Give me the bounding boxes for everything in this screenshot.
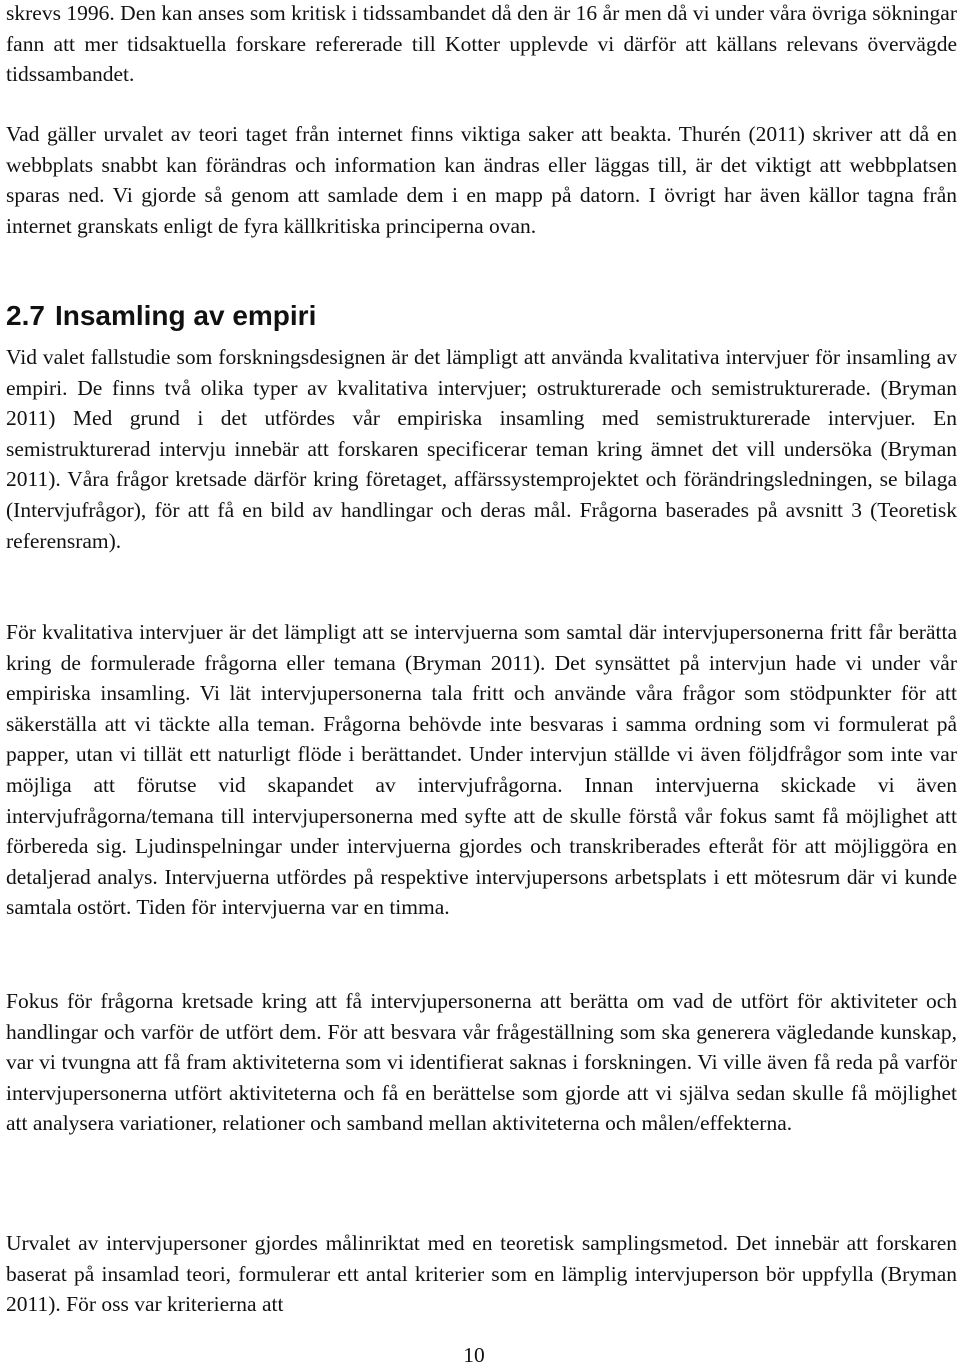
paragraph-semistructured-interviews: Vid valet fallstudie som forskningsdesignen är det lämpligt att använda kvalitativa intervjuer för insamling av empiri. De finns två olika typer av kvalitativa intervjuer; ostrukturerade och semistrukturerade. (Bryman 2011) Med grund i det utfördes vår empiriska insamling med semistrukturerade intervjuer. En semistrukturerad intervju innebär att forskaren specificerar teman kring ämnet det vill undersöka (Bryman 2011). Våra frågor kretsade därför kring företaget, affärssystemprojektet och förändringsledningen, se bilaga (Intervjufrågor), för att få en bild av handlingar och deras mål. Frågorna baserades på avsnitt 3 (Teoretisk referensram). <box>6 345 957 553</box>
paragraph-interviewee-selection: Urvalet av intervjupersoner gjordes målinriktat med en teoretisk samplingsmetod. Det innebär att forskaren baserat på insamlad teori, formulerar ett antal kriterier som en lämplig intervjuperson bör uppfylla (Bryman 2011). För oss var kriterierna att <box>6 1231 957 1317</box>
section-title: Insamling av empiri <box>54 300 317 331</box>
section-number: 2.7 <box>6 300 45 331</box>
paragraph-qualitative-interviews: För kvalitativa intervjuer är det lämpligt att se intervjuerna som samtal där intervjupersonerna fritt får berätta kring de formulerade frågorna eller temana (Bryman 2011). Det synsättet på intervjun hade vi under vår empiriska insamling. Vi lät intervjupersonerna tala fritt och använde våra frågor som stödpunkter för att säkerställa att vi täckte alla teman. Frågorna behövde inte besvaras i samma ordning som vi formulerat på papper, utan vi tillät ett naturligt flöde i berättandet. Under intervjun ställde vi även följdfrågor som inte var möjliga att förutse vid skapandet av intervjufrågorna. Innan intervjuerna skickade vi även intervjufrågorna/temana till intervjupersonerna med syfte att de skulle förstå vår fokus samt få möjlighet att förbereda sig. Ljudinspelningar under intervjuerna gjordes och transkriberades efteråt för att möjliggöra en detaljerad analys. Intervjuerna utfördes på respektive intervjupersons arbetsplats i ett mötesrum där vi kunde samtala ostört. Tiden för intervjuerna var en timma. <box>6 620 957 920</box>
paragraph-question-focus: Fokus för frågorna kretsade kring att få intervjupersonerna att berätta om vad de utfört för aktiviteter och handlingar och varför de utfört dem. För att besvara vår frågeställning som ska generera vägledande kunskap, var vi tvungna att få fram aktiviteterna som vi identifierat saknas i forskningen. Vi ville även få reda på varför intervjupersonerna utfört aktiviteterna och få en berättelse som gjorde att vi själva sedan skulle få möjlighet att analysera variationer, relationer och samband mellan aktiviteterna och målen/effekterna. <box>6 989 957 1136</box>
paragraph-internet-theory-selection: Vad gäller urvalet av teori taget från internet finns viktiga saker att beakta. Thurén (2011) skriver att då en webbplats snabbt kan förändras och information kan ändras eller läggas till, är det viktigt att webbplatsen sparas ned. Vi gjorde så genom att samlade dem i en mapp på datorn. I övrigt har även källor tagna från internet granskats enligt de fyra källkritiska principerna ovan. <box>6 122 957 238</box>
section-heading <box>6 296 316 336</box>
paragraph-source-criticism-kotter: skrevs 1996. Den kan anses som kritisk i tidssambandet då den är 16 år men då vi under våra övriga sökningar fann att mer tidsaktuella forskare refererade till Kotter upplevde vi därför att källans relevans övervägde tidssambandet. <box>6 1 957 87</box>
page-number: 10 <box>463 1343 485 1367</box>
